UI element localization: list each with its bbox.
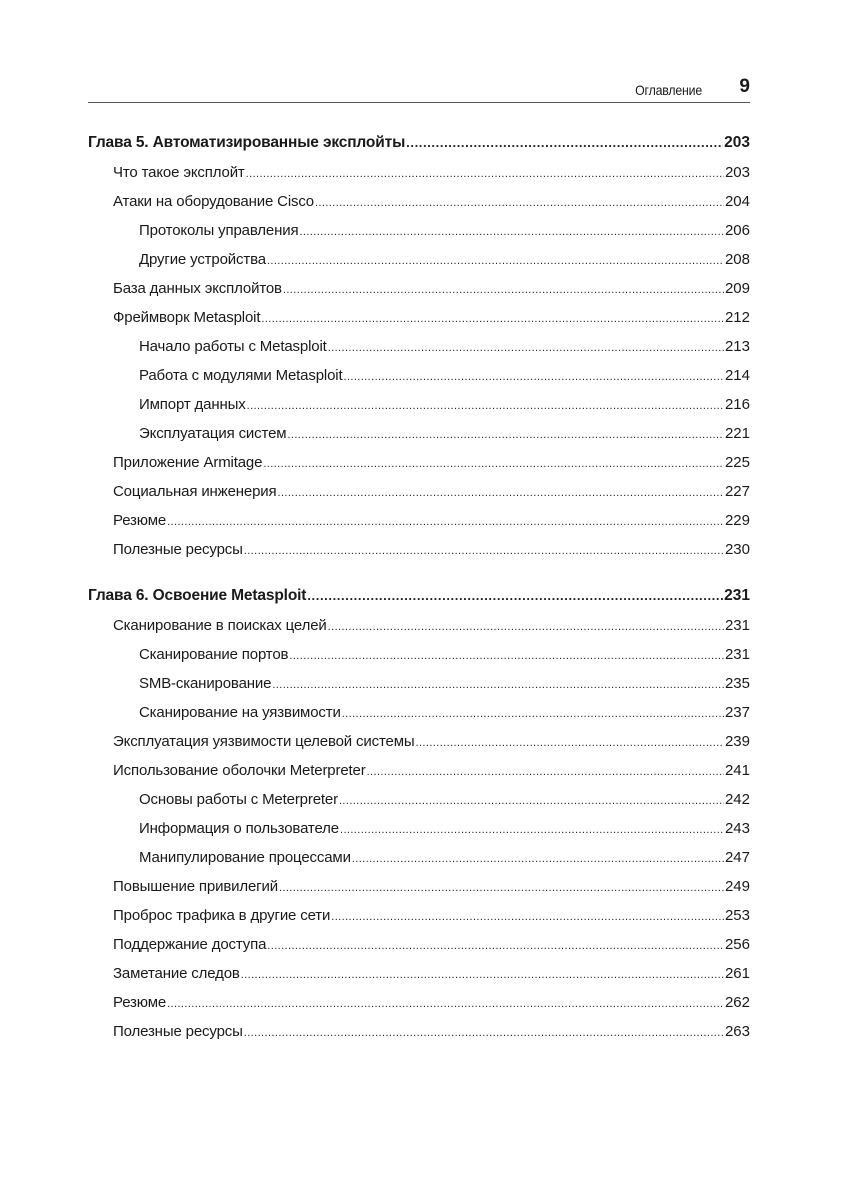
section-entry[interactable] (88, 936, 750, 965)
chapter-block (88, 587, 750, 1052)
subsection-entry[interactable] (88, 338, 750, 367)
subsection-entry[interactable] (88, 251, 750, 280)
section-entry[interactable] (88, 483, 750, 512)
subsection-entry[interactable] (88, 222, 750, 251)
entry-title: Протоколы управления (139, 222, 299, 239)
section-entry[interactable] (88, 965, 750, 994)
section-entry[interactable] (88, 617, 750, 646)
entry-page-number: 256 (724, 936, 750, 953)
entry-page-number: 249 (724, 878, 750, 895)
chapter-block (88, 134, 750, 570)
dot-leader (247, 400, 724, 412)
subsection-entry[interactable] (88, 704, 750, 733)
chapter-entry[interactable] (88, 587, 750, 617)
section-entry[interactable] (88, 994, 750, 1023)
entry-title: Сканирование портов (139, 646, 289, 663)
dot-leader (267, 940, 724, 952)
entry-page-number: 241 (724, 762, 750, 779)
entry-title: Социальная инженерия (113, 483, 277, 500)
entry-page-number: 213 (724, 338, 750, 355)
dot-leader (261, 313, 724, 325)
entry-page-number: 227 (724, 483, 750, 500)
dot-leader (279, 882, 724, 894)
running-title: Оглавление (635, 82, 702, 98)
entry-title: Основы работы с Meterpreter (139, 791, 338, 808)
entry-title: Поддержание доступа (113, 936, 267, 953)
section-entry[interactable] (88, 454, 750, 483)
entry-page-number: 231 (724, 646, 750, 663)
entry-title: Эксплуатация уязвимости целевой системы (113, 733, 415, 750)
entry-page-number: 204 (724, 193, 750, 210)
dot-leader (342, 708, 724, 720)
entry-title: Импорт данных (139, 396, 246, 413)
entry-page-number: 203 (724, 164, 750, 181)
entry-title: Другие устройства (139, 251, 266, 268)
subsection-entry[interactable] (88, 646, 750, 675)
dot-leader (339, 795, 724, 807)
section-entry[interactable] (88, 193, 750, 222)
entry-page-number: 262 (724, 994, 750, 1011)
entry-page-number: 237 (724, 704, 750, 721)
entry-page-number: 212 (724, 309, 750, 326)
entry-title: Полезные ресурсы (113, 541, 243, 558)
section-entry[interactable] (88, 878, 750, 907)
dot-leader (287, 429, 724, 441)
subsection-entry[interactable] (88, 675, 750, 704)
entry-page-number: 231 (724, 617, 750, 634)
entry-page-number: 253 (724, 907, 750, 924)
table-of-contents (88, 134, 750, 1069)
entry-title: Начало работы с Metasploit (139, 338, 327, 355)
entry-page-number: 242 (724, 791, 750, 808)
entry-title: Сканирование на уязвимости (139, 704, 341, 721)
section-entry[interactable] (88, 762, 750, 791)
dot-leader (267, 255, 724, 267)
entry-page-number: 206 (724, 222, 750, 239)
entry-title: Приложение Armitage (113, 454, 263, 471)
page-header (88, 74, 750, 102)
dot-leader (246, 168, 724, 180)
section-entry[interactable] (88, 907, 750, 936)
subsection-entry[interactable] (88, 791, 750, 820)
dot-leader (352, 853, 724, 865)
entry-title: Повышение привилегий (113, 878, 278, 895)
dot-leader (406, 135, 723, 150)
entry-title: Что такое эксплойт (113, 164, 245, 181)
entry-page-number: 216 (724, 396, 750, 413)
section-entry[interactable] (88, 733, 750, 762)
section-entry[interactable] (88, 541, 750, 570)
entry-page-number: 235 (724, 675, 750, 692)
dot-leader (416, 737, 724, 749)
dot-leader (289, 650, 724, 662)
dot-leader (367, 766, 724, 778)
entry-title: Заметание следов (113, 965, 240, 982)
entry-page-number: 261 (724, 965, 750, 982)
entry-page-number: 247 (724, 849, 750, 866)
dot-leader (241, 969, 724, 981)
dot-leader (328, 342, 724, 354)
entry-title: Информация о пользователе (139, 820, 339, 837)
subsection-entry[interactable] (88, 396, 750, 425)
subsection-entry[interactable] (88, 849, 750, 878)
entry-page-number: 203 (724, 134, 750, 151)
entry-page-number: 221 (724, 425, 750, 442)
entry-page-number: 208 (724, 251, 750, 268)
page-number: 9 (739, 76, 750, 97)
entry-title: Глава 6. Освоение Metasploit (88, 587, 307, 604)
entry-page-number: 225 (724, 454, 750, 471)
entry-title: SMB-сканирование (139, 675, 272, 692)
entry-title: Сканирование в поисках целей (113, 617, 327, 634)
entry-title: Работа с модулями Metasploit (139, 367, 343, 384)
entry-title: Фреймворк Metasploit (113, 309, 261, 326)
entry-title: База данных эксплойтов (113, 280, 282, 297)
entry-title: Атаки на оборудование Cisco (113, 193, 314, 210)
entry-title: Манипулирование процессами (139, 849, 351, 866)
dot-leader (167, 516, 724, 528)
dot-leader (343, 371, 723, 383)
dot-leader (244, 545, 724, 557)
entry-title: Глава 5. Автоматизированные эксплойты (88, 134, 406, 151)
dot-leader (263, 458, 724, 470)
subsection-entry[interactable] (88, 820, 750, 849)
entry-page-number: 263 (724, 1023, 750, 1040)
entry-title: Использование оболочки Meterpreter (113, 762, 366, 779)
subsection-entry[interactable] (88, 425, 750, 454)
entry-title: Эксплуатация систем (139, 425, 287, 442)
section-entry[interactable] (88, 512, 750, 541)
dot-leader (307, 588, 723, 603)
dot-leader (283, 284, 724, 296)
entry-title: Полезные ресурсы (113, 1023, 243, 1040)
header-rule (88, 102, 750, 103)
section-entry[interactable] (88, 309, 750, 338)
entry-page-number: 231 (724, 587, 750, 604)
entry-page-number: 209 (724, 280, 750, 297)
dot-leader (272, 679, 724, 691)
dot-leader (299, 226, 724, 238)
entry-title: Резюме (113, 512, 167, 529)
entry-page-number: 243 (724, 820, 750, 837)
entry-page-number: 214 (724, 367, 750, 384)
dot-leader (340, 824, 724, 836)
dot-leader (328, 621, 724, 633)
dot-leader (244, 1027, 724, 1039)
entry-page-number: 239 (724, 733, 750, 750)
section-entry[interactable] (88, 164, 750, 193)
entry-title: Резюме (113, 994, 167, 1011)
entry-title: Проброс трафика в другие сети (113, 907, 331, 924)
chapter-entry[interactable] (88, 134, 750, 164)
dot-leader (277, 487, 723, 499)
entry-page-number: 230 (724, 541, 750, 558)
dot-leader (331, 911, 724, 923)
entry-page-number: 229 (724, 512, 750, 529)
section-entry[interactable] (88, 1023, 750, 1052)
dot-leader (315, 197, 724, 209)
dot-leader (167, 998, 724, 1010)
subsection-entry[interactable] (88, 367, 750, 396)
section-entry[interactable] (88, 280, 750, 309)
